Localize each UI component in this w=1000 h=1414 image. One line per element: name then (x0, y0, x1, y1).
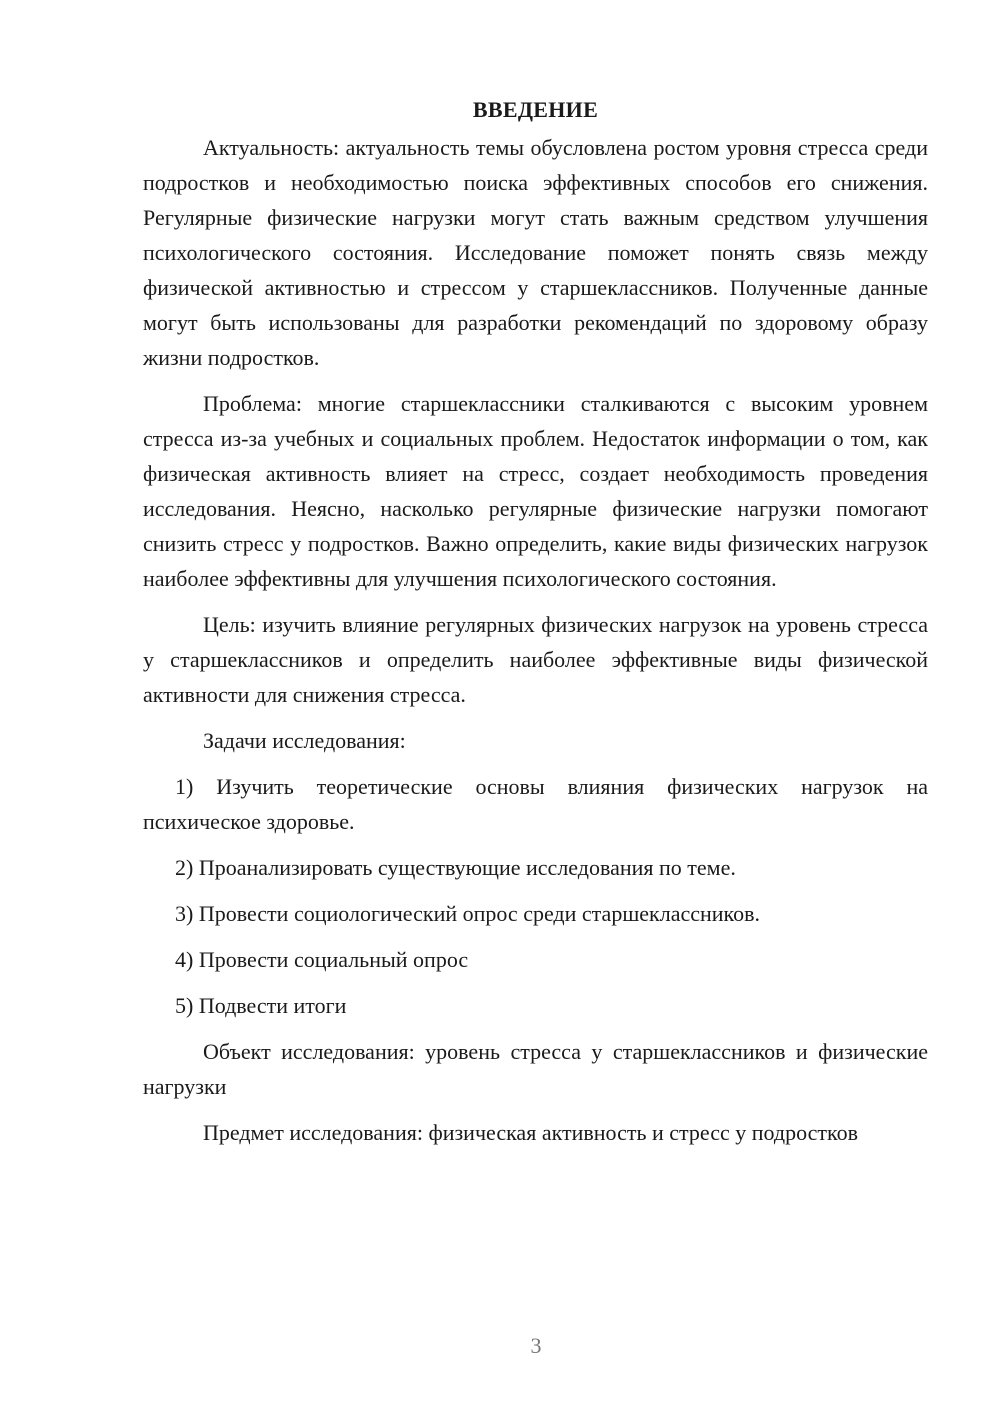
subject-paragraph: Предмет исследования: физическая активность и стресс у подростков (203, 1120, 858, 1145)
problem-paragraph: Проблема: многие старшеклассники сталкиваются с высоким уровнем стресса из-за учебных и социальных проблем. Недостаток информации о том, как физическая активность влияет на стресс, создает необходимость проведения исследования. Неясно, насколько регулярные физические нагрузки помогают снизить стресс у подростков. Важно определить, какие виды физических нагрузок наиболее эффективны для улучшения психологического состояния. (143, 391, 928, 591)
page-title: ВВЕДЕНИЕ (472, 97, 599, 122)
task-item-2: 2) Проанализировать существующие исследования по теме. (175, 855, 736, 880)
relevance-paragraph: Актуальность: актуальность темы обусловлена ростом уровня стресса среди подростков и необходимостью поиска эффективных способов его снижения. Регулярные физические нагрузки могут стать важным средством улучшения психологического состояния. Исследование поможет понять связь между физической активностью и стрессом у старшеклассников. Полученные данные могут быть использованы для разработки рекомендаций по здоровому образу жизни подростков. (143, 135, 928, 370)
page-number: 3 (530, 1333, 542, 1358)
task-item-3: 3) Провести социологический опрос среди старшеклассников. (175, 901, 760, 926)
goal-paragraph: Цель: изучить влияние регулярных физических нагрузок на уровень стресса у старшеклассников и определить наиболее эффективные виды физической активности для снижения стресса. (143, 612, 928, 707)
task-item-1: 1) Изучить теоретические основы влияния физических нагрузок на психическое здоровье. (143, 774, 928, 834)
task-item-4: 4) Провести социальный опрос (175, 947, 469, 972)
task-item-5: 5) Подвести итоги (175, 993, 347, 1018)
object-paragraph: Объект исследования: уровень стресса у старшеклассников и физические нагрузки (143, 1039, 928, 1099)
tasks-heading: Задачи исследования: (203, 728, 406, 753)
page-content (143, 92, 928, 1161)
